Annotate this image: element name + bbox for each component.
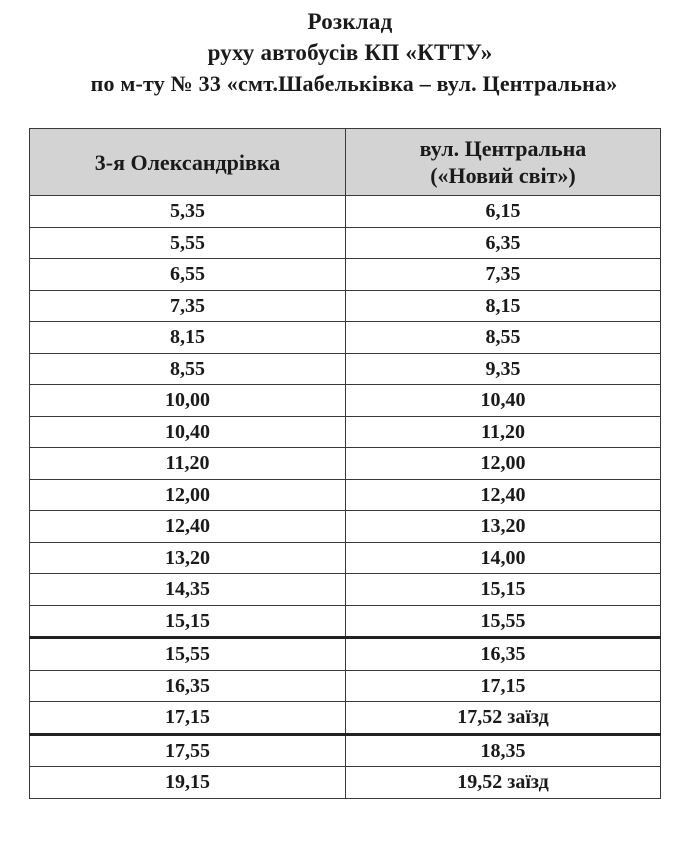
arrival-time: 15,15: [346, 574, 661, 606]
table-row: [30, 702, 661, 735]
title-line-route: по м-ту № 33 «смт.Шабельківка – вул. Центральна»: [90, 71, 618, 96]
departure-time: 8,15: [30, 322, 346, 354]
table-row: [30, 290, 661, 322]
table-row: [30, 259, 661, 291]
table-row: [30, 353, 661, 385]
arrival-time: 17,15: [346, 670, 661, 702]
arrival-time: 12,40: [346, 479, 661, 511]
departure-time: 14,35: [30, 574, 346, 606]
arrival-time: 12,00: [346, 448, 661, 480]
header-origin-stop: [30, 129, 346, 196]
table-row: [30, 448, 661, 480]
arrival-time: 19,52 заїзд: [346, 767, 661, 799]
departure-time: 8,55: [30, 353, 346, 385]
arrival-time: 16,35: [346, 638, 661, 671]
arrival-time: 17,52 заїзд: [346, 702, 661, 735]
table-header-row: [30, 129, 661, 196]
arrival-time: 11,20: [346, 416, 661, 448]
table-row: [30, 638, 661, 671]
departure-time: 12,00: [30, 479, 346, 511]
departure-time: 12,40: [30, 511, 346, 543]
arrival-time: 10,40: [346, 385, 661, 417]
departure-time: 17,15: [30, 702, 346, 735]
arrival-time: 18,35: [346, 734, 661, 767]
table-row: [30, 767, 661, 799]
arrival-time: 15,55: [346, 605, 661, 638]
arrival-time: 14,00: [346, 542, 661, 574]
schedule-table: [29, 128, 661, 799]
arrival-time: 13,20: [346, 511, 661, 543]
arrival-time: 6,15: [346, 196, 661, 228]
table-row: [30, 227, 661, 259]
departure-time: 11,20: [30, 448, 346, 480]
table-row: [30, 196, 661, 228]
departure-time: 6,55: [30, 259, 346, 291]
schedule-title: [0, 6, 700, 99]
departure-time: 5,55: [30, 227, 346, 259]
departure-time: 10,40: [30, 416, 346, 448]
departure-time: 7,35: [30, 290, 346, 322]
title-line-1: Розклад: [307, 9, 393, 34]
header-destination-sublabel: («Новий світ»): [430, 163, 576, 188]
arrival-time: 9,35: [346, 353, 661, 385]
table-row: [30, 511, 661, 543]
departure-time: 13,20: [30, 542, 346, 574]
table-row: [30, 385, 661, 417]
arrival-time: 6,35: [346, 227, 661, 259]
arrival-time: 8,55: [346, 322, 661, 354]
table-row: [30, 605, 661, 638]
table-row: [30, 734, 661, 767]
departure-time: 16,35: [30, 670, 346, 702]
departure-time: 17,55: [30, 734, 346, 767]
title-line-2: руху автобусів КП «КТТУ»: [207, 40, 493, 65]
arrival-time: 7,35: [346, 259, 661, 291]
header-origin-label: 3-я Олександрівка: [94, 149, 281, 175]
departure-time: 5,35: [30, 196, 346, 228]
departure-time: 15,55: [30, 638, 346, 671]
table-row: [30, 416, 661, 448]
header-destination-label: вул. Центральна: [419, 136, 587, 161]
table-row: [30, 670, 661, 702]
departure-time: 10,00: [30, 385, 346, 417]
arrival-time: 8,15: [346, 290, 661, 322]
departure-time: 15,15: [30, 605, 346, 638]
table-row: [30, 542, 661, 574]
header-destination-stop: [346, 129, 661, 196]
table-row: [30, 479, 661, 511]
departure-time: 19,15: [30, 767, 346, 799]
table-row: [30, 322, 661, 354]
table-row: [30, 574, 661, 606]
